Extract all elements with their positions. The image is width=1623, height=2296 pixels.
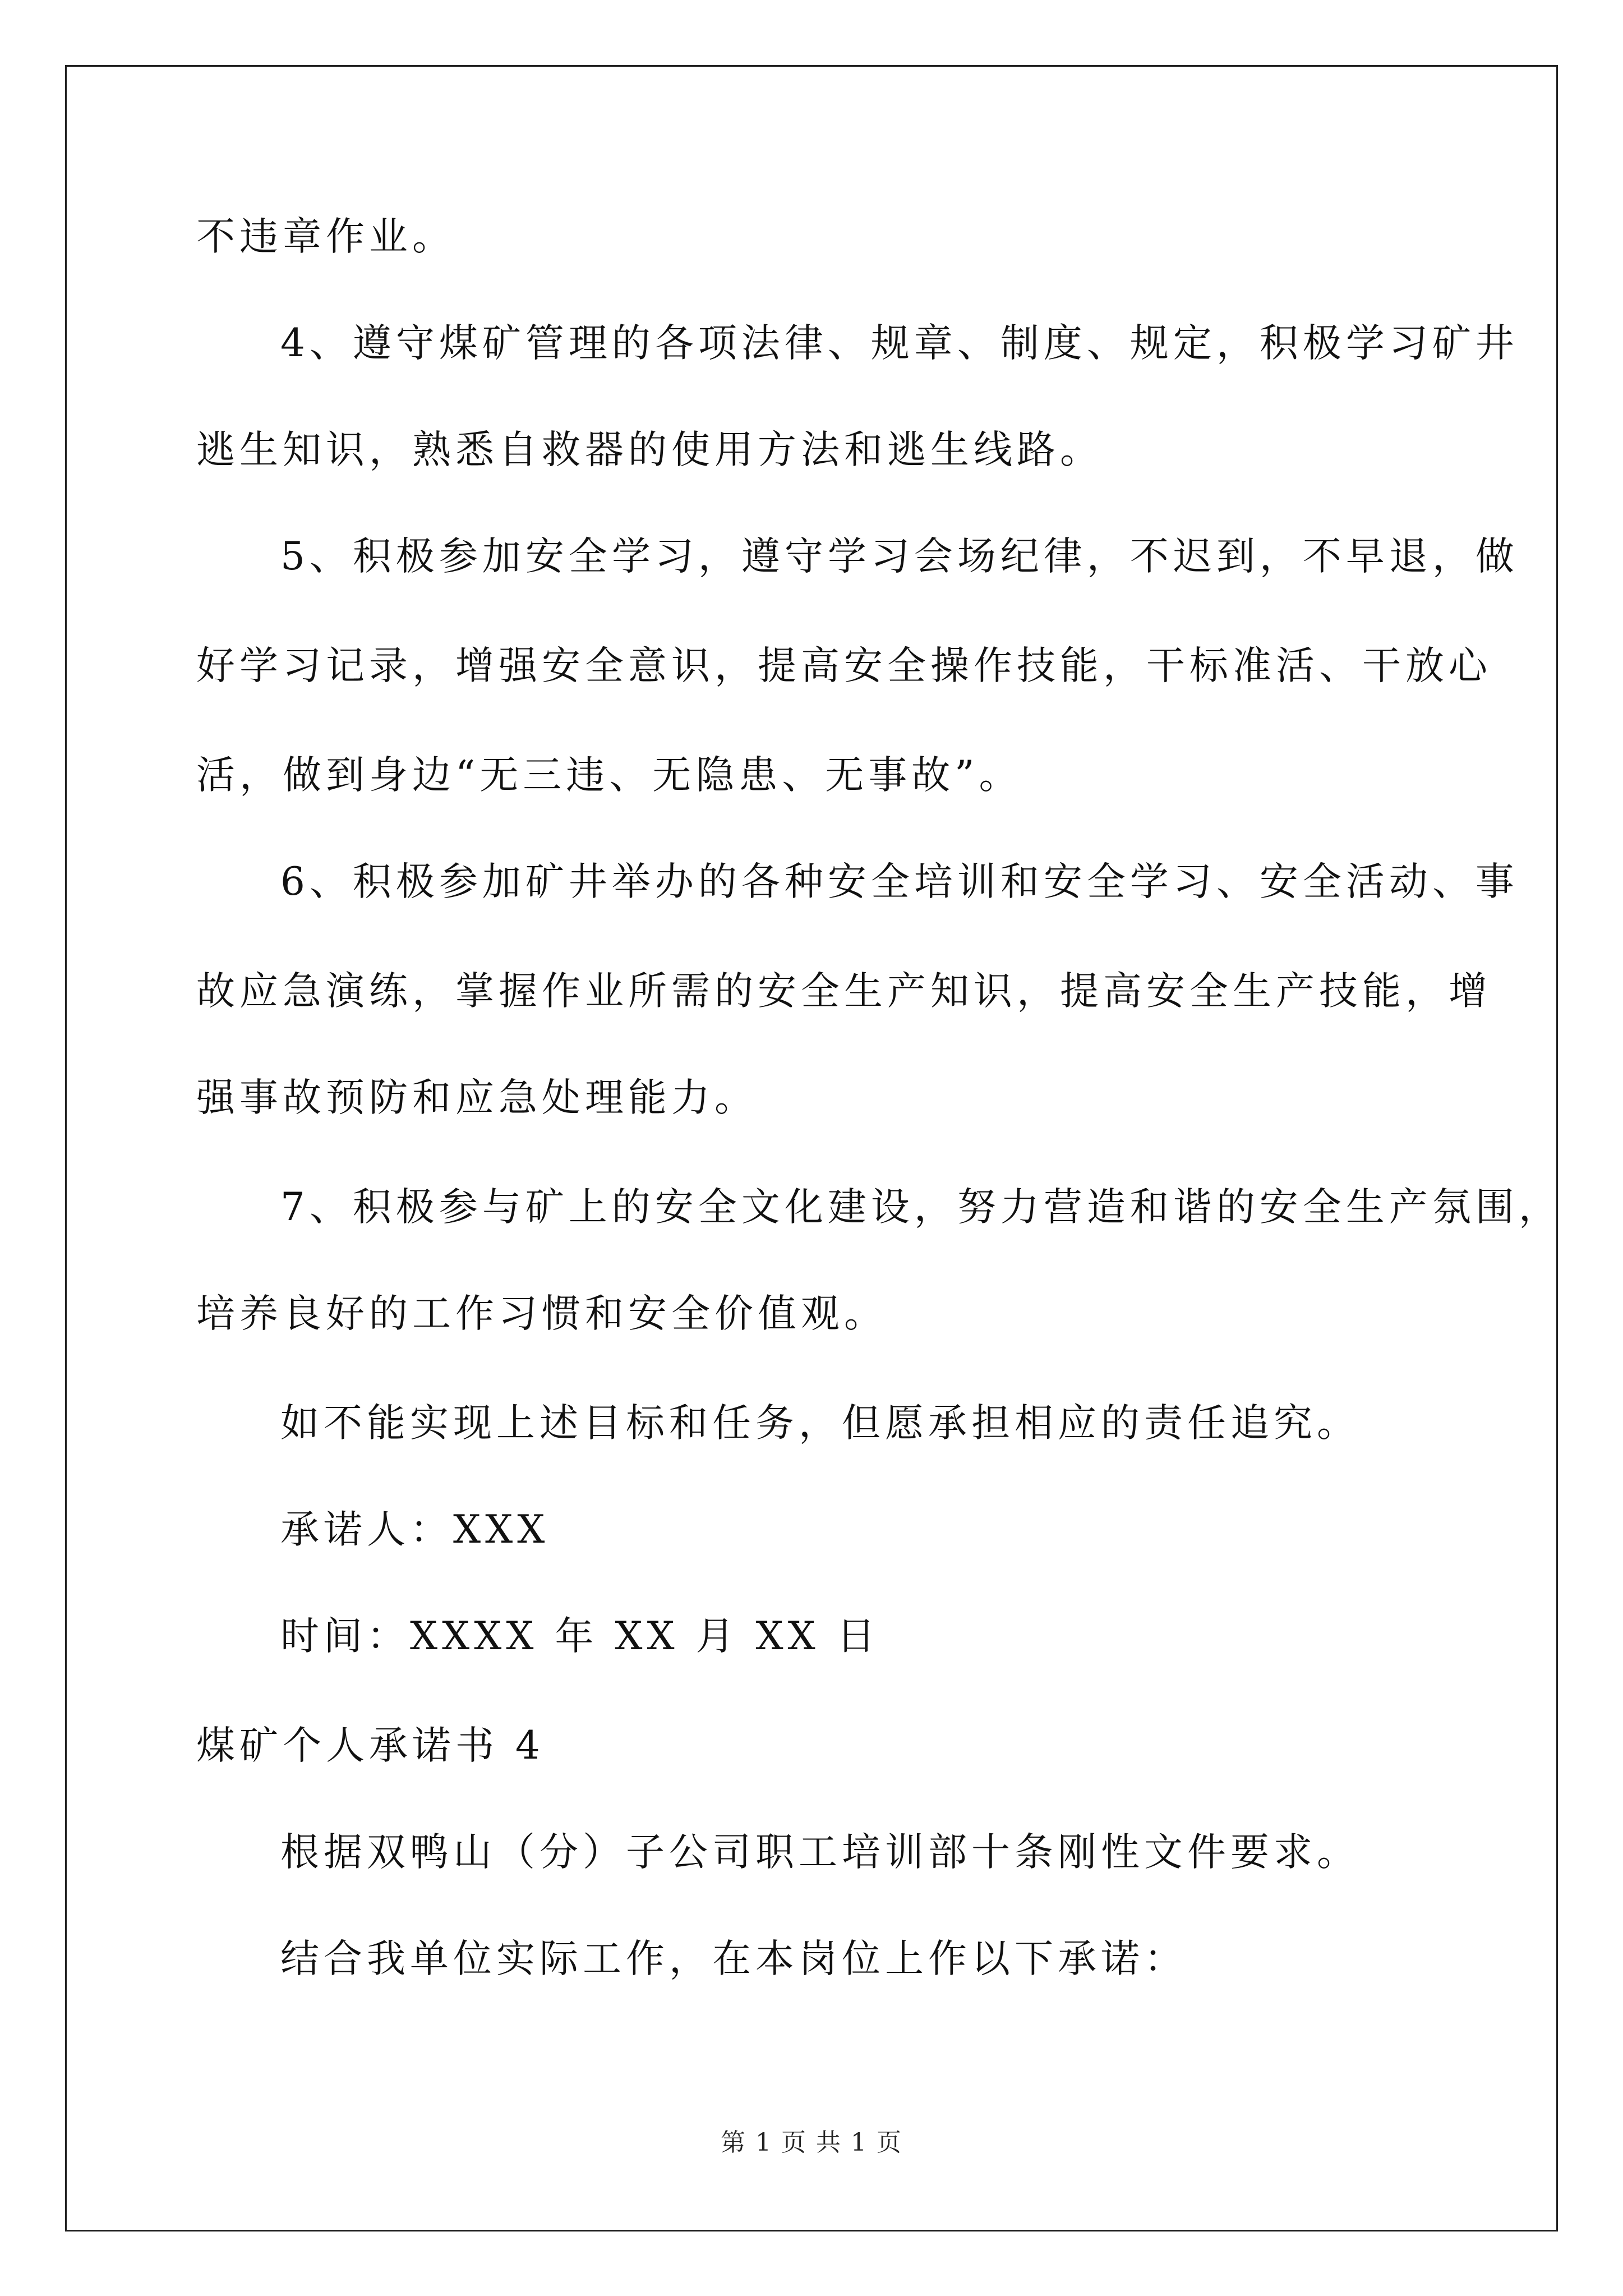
text-line: 结合我单位实际工作，在本岗位上作以下承诺： [280,1936,1187,1981]
text-line: 不违章作业。 [196,214,455,259]
text-line: 活，做到身边“无三违、无隐患、无事故”。 [196,753,1022,798]
text-line: 7、积极参与矿上的安全文化建设，努力营造和谐的安全生产氛围， [280,1185,1562,1230]
text-line: 培养良好的工作习惯和安全价值观。 [196,1291,887,1336]
page-footer: 第 1 页 共 1 页 [721,2128,902,2157]
text-line: 6、积极参加矿井举办的各种安全培训和安全学习、安全活动、事 [280,859,1519,904]
text-line: 4、遵守煤矿管理的各项法律、规章、制度、规定，积极学习矿井 [280,321,1519,366]
page-border [65,65,1558,2231]
date-line: 时间：XXXX 年 XX 月 XX 日 [280,1614,880,1659]
text-line: 强事故预防和应急处理能力。 [196,1075,758,1120]
text-line: 逃生知识，熟悉自救器的使用方法和逃生线路。 [196,427,1103,472]
text-line: 5、积极参加安全学习，遵守学习会场纪律，不迟到，不早退，做 [280,534,1519,579]
text-line: 根据双鸭山（分）子公司职工培训部十条刚性文件要求。 [280,1830,1360,1875]
signatory-line: 承诺人：XXX [280,1507,550,1552]
text-line: 故应急演练，掌握作业所需的安全生产知识，提高安全生产技能，增 [196,969,1492,1014]
text-line: 如不能实现上述目标和任务，但愿承担相应的责任追究。 [280,1401,1360,1446]
text-line: 好学习记录，增强安全意识，提高安全操作技能，干标准活、干放心 [196,643,1492,688]
section-heading: 煤矿个人承诺书 4 [196,1723,545,1768]
